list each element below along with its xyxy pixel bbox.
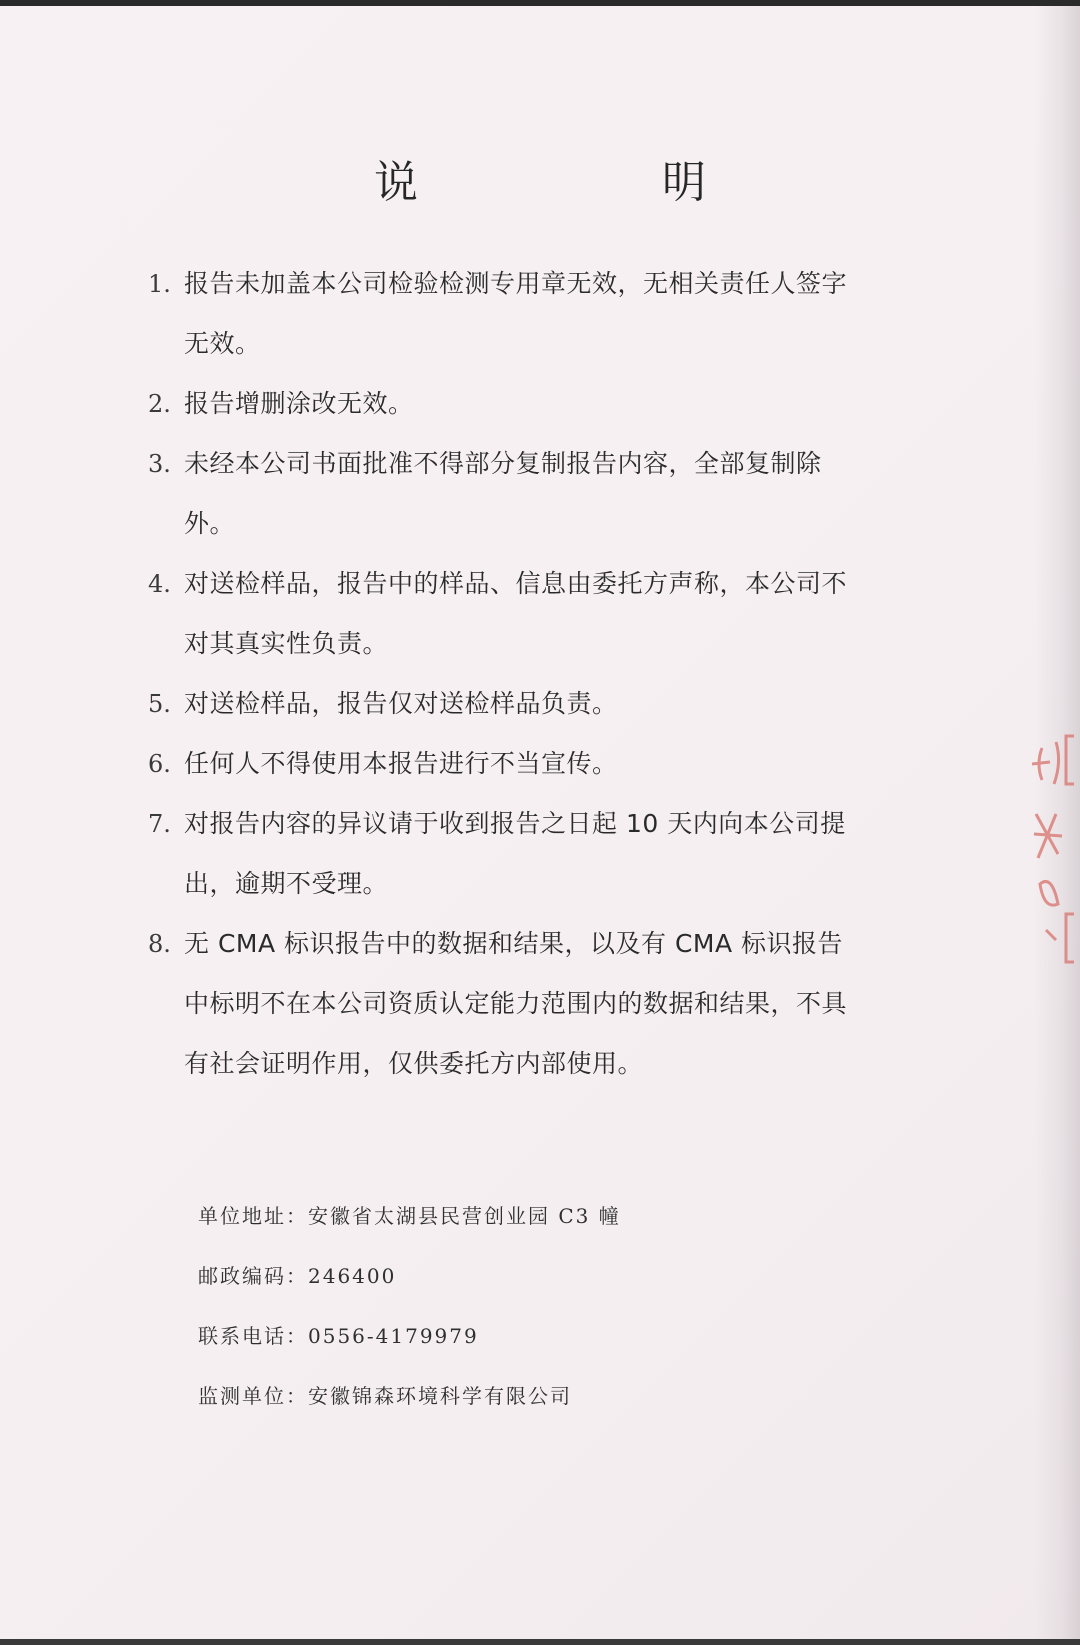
list-item [148, 434, 848, 554]
item-text: 任何人不得使用本报告进行不当宣传。 [184, 749, 618, 778]
item-text: 无 CMA 标识报告中的数据和结果，以及有 CMA 标识报告中标明不在本公司资质认定能力范围内的数据和结果，不具有社会证明作用，仅供委托方内部使用。 [184, 929, 848, 1078]
list-item [148, 674, 848, 734]
list-item [148, 254, 848, 374]
item-number: 4. [148, 570, 171, 598]
item-text: 对送检样品，报告仅对送检样品负责。 [184, 689, 618, 718]
item-text: 报告增删涂改无效。 [184, 389, 414, 418]
document-page [0, 6, 1080, 1645]
item-text: 对送检样品，报告中的样品、信息由委托方声称，本公司不对其真实性负责。 [184, 569, 848, 658]
page-bottom-edge [0, 1639, 1080, 1645]
page-title: 说 明 [374, 157, 806, 208]
list-item [148, 734, 848, 794]
item-text: 对报告内容的异议请于收到报告之日起 10 天内向本公司提出，逾期不受理。 [184, 809, 846, 898]
phone-line: 联系电话：0556-4179979 [198, 1324, 479, 1348]
item-number: 7. [148, 810, 171, 838]
unit-line: 监测单位：安徽锦森环境科学有限公司 [198, 1384, 572, 1408]
seal-stamp-icon [1022, 734, 1080, 964]
item-text: 未经本公司书面批准不得部分复制报告内容，全部复制除外。 [184, 449, 822, 538]
postcode-line: 邮政编码：246400 [198, 1264, 397, 1288]
item-number: 6. [148, 750, 171, 778]
item-number: 5. [148, 690, 171, 718]
item-number: 1. [148, 270, 171, 298]
list-item [148, 914, 848, 1094]
list-item [148, 554, 848, 674]
list-item [148, 374, 848, 434]
notes-list [148, 254, 848, 1094]
address-line: 单位地址：安徽省太湖县民营创业园 C3 幢 [198, 1204, 621, 1228]
item-number: 8. [148, 930, 171, 958]
contact-info [198, 1186, 621, 1426]
item-text: 报告未加盖本公司检验检测专用章无效，无相关责任人签字无效。 [184, 269, 848, 358]
item-number: 3. [148, 450, 171, 478]
item-number: 2. [148, 390, 171, 418]
list-item [148, 794, 848, 914]
